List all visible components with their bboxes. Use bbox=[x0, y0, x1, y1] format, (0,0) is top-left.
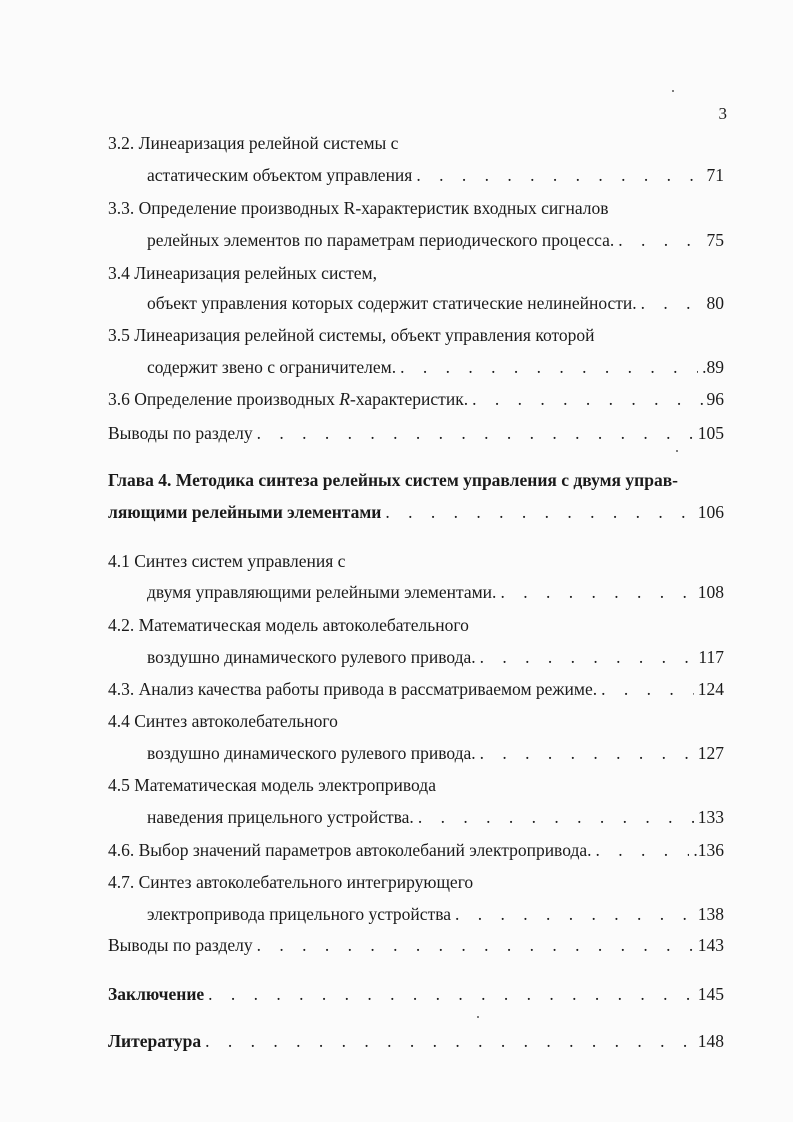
toc-entry-title: Литература bbox=[108, 1031, 202, 1051]
leader-dots bbox=[257, 933, 694, 957]
toc-page-number: 138 bbox=[697, 904, 724, 924]
toc-entry-title: двумя управляющими релейными элементами. bbox=[147, 582, 497, 602]
leader-dots bbox=[455, 902, 694, 926]
toc-entry-title: Выводы по разделу bbox=[108, 423, 253, 443]
leader-dots bbox=[480, 741, 694, 765]
chapter-4-title-line1: Глава 4. Методика синтеза релейных систем управления с двумя управ- bbox=[108, 470, 678, 490]
toc-entry-4-1-line1: 4.1 Синтез систем управления с bbox=[108, 551, 346, 571]
leader-dots bbox=[416, 163, 702, 187]
toc-page-number: .89 bbox=[702, 357, 724, 377]
toc-entry-4-4-line1: 4.4 Синтез автоколебательного bbox=[108, 711, 338, 731]
leader-dots bbox=[601, 677, 694, 701]
toc-entry-title: воздушно динамического рулевого привода. bbox=[147, 743, 476, 763]
toc-entry-title: электропривода прицельного устройства bbox=[147, 904, 452, 924]
toc-page-number: 75 bbox=[706, 230, 724, 250]
toc-entry-3-3 bbox=[147, 228, 724, 252]
toc-entry-summary-4 bbox=[108, 933, 724, 957]
toc-page-number: 108 bbox=[697, 582, 724, 602]
toc-page-number: 71 bbox=[706, 165, 724, 185]
leader-dots bbox=[205, 1029, 694, 1053]
toc-entry-4-4 bbox=[147, 741, 724, 765]
toc-entry-title: Выводы по разделу bbox=[108, 935, 253, 955]
toc-entry-4-3 bbox=[108, 677, 724, 701]
toc-page-number: 148 bbox=[697, 1031, 724, 1051]
toc-page-number: 127 bbox=[697, 743, 724, 763]
toc-entry-title: релейных элементов по параметрам периодического процесса. bbox=[147, 230, 615, 250]
toc-entry-title: 4.3. Анализ качества работы привода в рассматриваемом режиме. bbox=[108, 679, 598, 699]
toc-page-number: 80 bbox=[706, 293, 724, 313]
toc-entry-3-6 bbox=[108, 387, 724, 411]
leader-dots bbox=[385, 500, 693, 524]
scan-speck bbox=[477, 1016, 479, 1018]
toc-entry-title: наведения прицельного устройства. bbox=[147, 807, 414, 827]
leader-dots bbox=[480, 645, 695, 669]
toc-page-number: 117 bbox=[698, 647, 724, 667]
leader-dots bbox=[596, 838, 690, 862]
toc-entry-title: 3.6 Определение производных R-характеристик. bbox=[108, 389, 469, 409]
leader-dots bbox=[418, 805, 694, 829]
toc-page-number: 124 bbox=[697, 679, 724, 699]
scan-speck bbox=[676, 450, 678, 452]
toc-entry-4-2-line1: 4.2. Математическая модель автоколебательного bbox=[108, 615, 469, 635]
leader-dots bbox=[641, 291, 703, 315]
toc-entry-3-4-line1: 3.4 Линеаризация релейных систем, bbox=[108, 263, 377, 283]
leader-dots bbox=[257, 421, 694, 445]
toc-entry-title: астатическим объектом управления bbox=[147, 165, 413, 185]
toc-entry-title: Заключение bbox=[108, 984, 205, 1004]
toc-entry-3-4 bbox=[147, 291, 724, 315]
leader-dots bbox=[500, 580, 693, 604]
toc-entry-title: воздушно динамического рулевого привода. bbox=[147, 647, 476, 667]
toc-entry-4-6 bbox=[108, 838, 724, 862]
toc-entry-literature bbox=[108, 1029, 724, 1053]
toc-entry-3-5 bbox=[147, 355, 724, 379]
toc-entry-title: ляющими релейными элементами bbox=[108, 502, 382, 522]
toc-entry-3-2-line1: 3.2. Линеаризация релейной системы с bbox=[108, 133, 399, 153]
leader-dots bbox=[472, 387, 702, 411]
toc-entry-3-3-line1: 3.3. Определение производных R-характеристик входных сигналов bbox=[108, 198, 609, 218]
toc-page-number: 133 bbox=[697, 807, 724, 827]
scan-speck bbox=[672, 90, 674, 92]
toc-entry-4-1 bbox=[147, 580, 724, 604]
toc-page-number: 145 bbox=[697, 984, 724, 1004]
toc-entry-4-5-line1: 4.5 Математическая модель электропривода bbox=[108, 775, 436, 795]
chapter-4-entry bbox=[108, 500, 724, 524]
toc-entry-title: 4.6. Выбор значений параметров автоколебаний электропривода. bbox=[108, 840, 592, 860]
toc-page-number: 143 bbox=[697, 935, 724, 955]
toc-page-number: 106 bbox=[697, 502, 724, 522]
toc-entry-4-7 bbox=[147, 902, 724, 926]
toc-entry-conclusion bbox=[108, 982, 724, 1006]
leader-dots bbox=[618, 228, 702, 252]
toc-page-number: 105 bbox=[697, 423, 724, 443]
toc-page-number: .136 bbox=[693, 840, 724, 860]
toc-entry-title: объект управления которых содержит статические нелинейности. bbox=[147, 293, 637, 313]
toc-entry-3-2 bbox=[147, 163, 724, 187]
toc-entry-title: содержит звено с ограничителем. bbox=[147, 357, 397, 377]
toc-entry-4-7-line1: 4.7. Синтез автоколебательного интегрирующего bbox=[108, 872, 474, 892]
leader-dots bbox=[400, 355, 698, 379]
leader-dots bbox=[208, 982, 694, 1006]
toc-entry-summary-3 bbox=[108, 421, 724, 445]
page-number: 3 bbox=[718, 104, 727, 123]
toc-entry-3-5-line1: 3.5 Линеаризация релейной системы, объект управления которой bbox=[108, 325, 595, 345]
toc-page-number: 96 bbox=[706, 389, 724, 409]
toc-entry-4-5 bbox=[147, 805, 724, 829]
toc-entry-4-2 bbox=[147, 645, 724, 669]
